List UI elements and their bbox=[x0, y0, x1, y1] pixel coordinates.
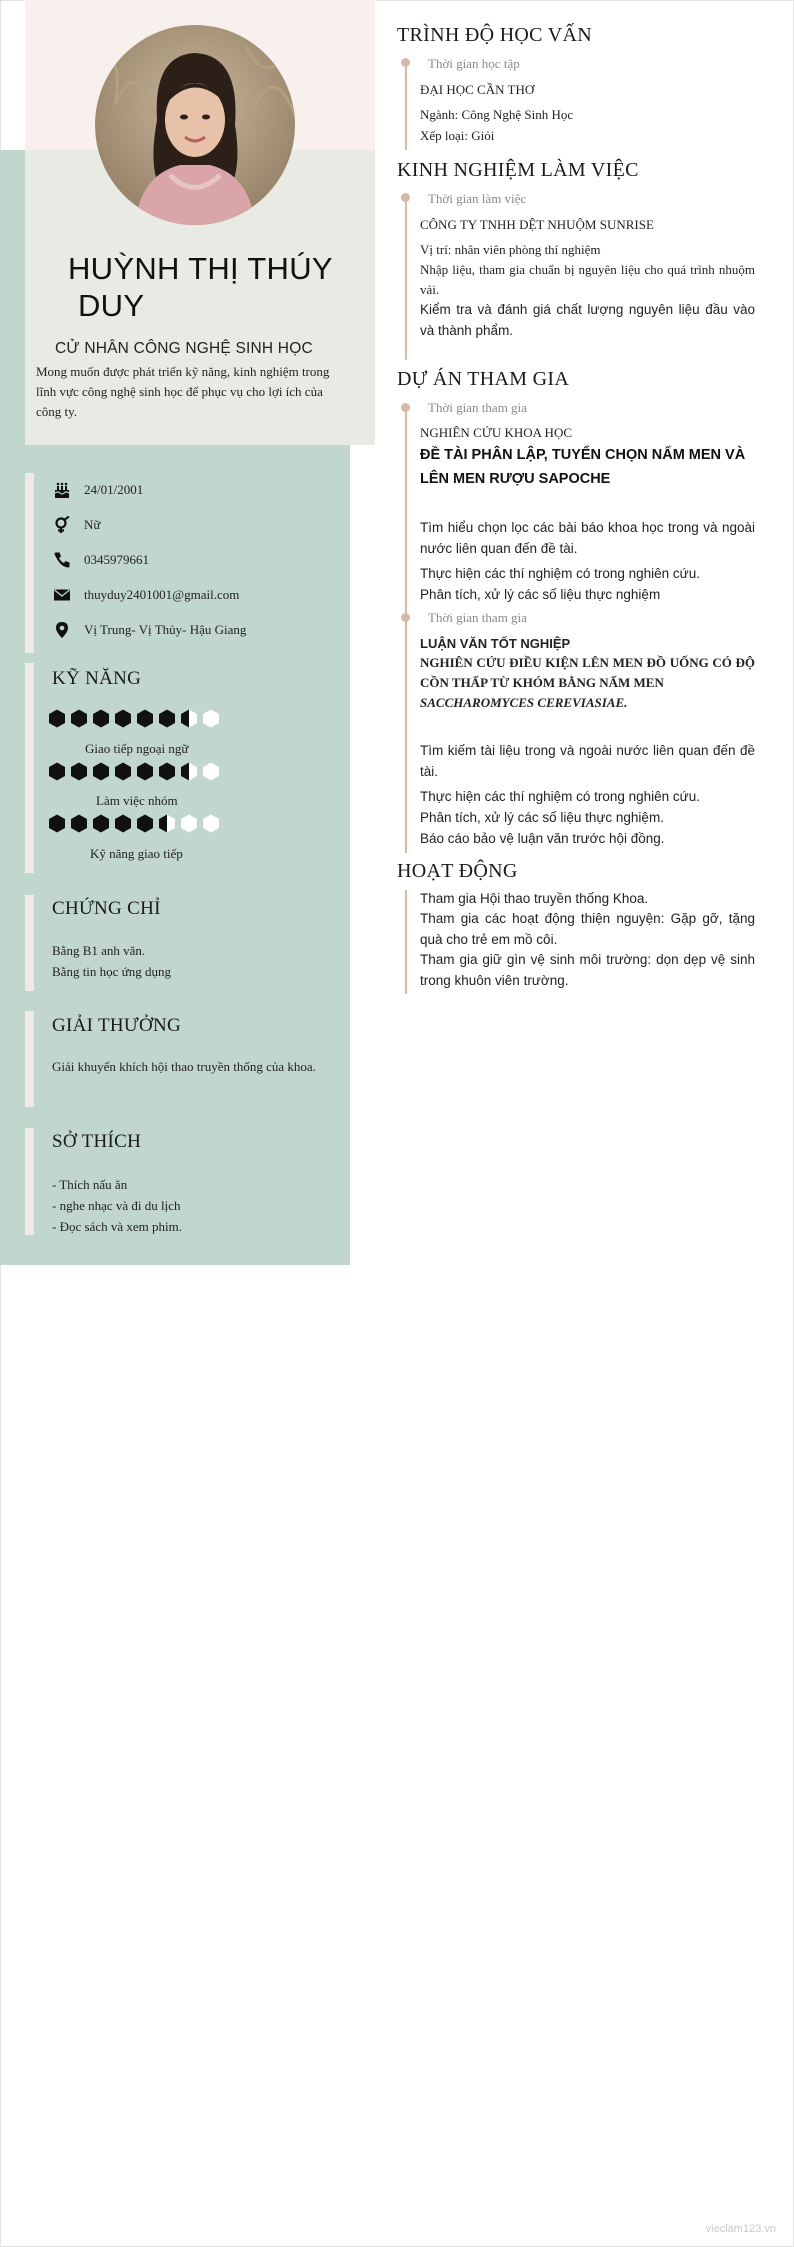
experience-time: Thời gian làm việc bbox=[428, 191, 527, 206]
projects-heading: DỰ ÁN THAM GIA bbox=[397, 368, 570, 390]
certificate-item: Bằng B1 anh văn. bbox=[52, 943, 146, 958]
section-bar bbox=[25, 1128, 34, 1235]
mail-icon bbox=[52, 585, 72, 605]
skill-label: Làm việc nhóm bbox=[96, 793, 178, 808]
activity-item: Tham gia giữ gìn vệ sinh môi trường: dọn dẹp vệ sinh trong khuôn viên trường. bbox=[420, 952, 755, 988]
phone-value[interactable]: 0345979661 bbox=[84, 552, 149, 567]
certificates-heading: CHỨNG CHỈ bbox=[52, 898, 161, 919]
project-time: Thời gian tham gia bbox=[428, 400, 527, 415]
project-title bbox=[420, 653, 755, 713]
timeline-dot bbox=[401, 58, 410, 67]
birthday-row bbox=[52, 480, 143, 500]
skill-hexagon bbox=[92, 709, 110, 728]
timeline-line bbox=[405, 890, 407, 994]
skill-rating bbox=[48, 814, 224, 833]
email-value[interactable]: thuyduy2401001@gmail.com bbox=[84, 587, 240, 602]
full-name bbox=[68, 250, 368, 324]
skill-hexagon bbox=[48, 762, 66, 781]
awards-heading: GIẢI THƯỞNG bbox=[52, 1015, 182, 1036]
project-type: NGHIÊN CỨU KHOA HỌC bbox=[420, 425, 573, 440]
birthday-value: 24/01/2001 bbox=[84, 482, 144, 497]
location-pin-icon bbox=[52, 620, 72, 640]
project-type: LUẬN VĂN TỐT NGHIỆP bbox=[420, 636, 571, 651]
section-bar bbox=[25, 663, 34, 873]
experience-task: Nhập liệu, tham gia chuẩn bị nguyên liệu cho quá trình nhuộm vải. bbox=[420, 262, 755, 297]
gender-value: Nữ bbox=[84, 517, 101, 532]
section-bar bbox=[25, 473, 34, 653]
skill-hexagon bbox=[70, 814, 88, 833]
gender-row bbox=[52, 515, 100, 535]
skill-hexagon bbox=[92, 814, 110, 833]
skill-rating bbox=[48, 762, 224, 781]
skill-hexagon bbox=[92, 762, 110, 781]
project-task: Tìm kiếm tài liệu trong và ngoài nước liên quan đến đề tài. bbox=[420, 743, 755, 779]
company-name: CÔNG TY TNHH DỆT NHUỘM SUNRISE bbox=[420, 217, 654, 232]
skill-label: Kỹ năng giao tiếp bbox=[90, 846, 183, 861]
avatar bbox=[95, 25, 295, 225]
name-line-2: DUY bbox=[78, 288, 145, 323]
hobby-item: - nghe nhạc và đi du lịch bbox=[52, 1198, 181, 1213]
education-time: Thời gian học tập bbox=[428, 56, 520, 71]
project-title-text: NGHIÊN CỨU ĐIỀU KIỆN LÊN MEN ĐỒ UỐNG CÓ ĐỘ CỒN THẤP TỪ KHÓM BẰNG NẤM MEN bbox=[420, 655, 755, 690]
job-title: CỬ NHÂN CÔNG NGHỆ SINH HỌC bbox=[55, 340, 313, 357]
certificate-item: Bằng tin học ứng dụng bbox=[52, 964, 171, 979]
skill-hexagon bbox=[202, 814, 220, 833]
email-row bbox=[52, 585, 239, 605]
cake-icon bbox=[52, 480, 72, 500]
hobbies-heading: SỞ THÍCH bbox=[52, 1131, 142, 1152]
skill-hexagon bbox=[158, 762, 176, 781]
skill-hexagon bbox=[158, 709, 176, 728]
phone-icon bbox=[52, 550, 72, 570]
activity-item: Tham gia Hội thao truyền thống Khoa. bbox=[420, 891, 649, 906]
hobby-item: - Đọc sách và xem phim. bbox=[52, 1219, 182, 1234]
timeline-dot bbox=[401, 403, 410, 412]
skill-hexagon bbox=[48, 709, 66, 728]
skill-hexagon bbox=[48, 814, 66, 833]
project-task: Thực hiện các thí nghiệm có trong nghiên cứu. bbox=[420, 789, 700, 804]
watermark: vieclam123.vn bbox=[705, 2223, 776, 2235]
skills-heading: KỸ NĂNG bbox=[52, 668, 142, 689]
hobby-item: - Thích nấu ăn bbox=[52, 1177, 128, 1192]
certificates-section bbox=[25, 895, 345, 991]
skill-hexagon bbox=[136, 709, 154, 728]
hobbies-section bbox=[25, 1128, 345, 1235]
skill-hexagon bbox=[70, 709, 88, 728]
skill-hexagon bbox=[180, 709, 198, 728]
school-name: ĐẠI HỌC CẦN THƠ bbox=[420, 82, 535, 97]
skill-hexagon bbox=[70, 762, 88, 781]
contact-section bbox=[25, 473, 345, 653]
timeline-dot bbox=[401, 193, 410, 202]
skill-hexagon bbox=[202, 709, 220, 728]
timeline-line bbox=[405, 405, 407, 853]
skill-hexagon bbox=[158, 814, 176, 833]
skill-hexagon bbox=[136, 762, 154, 781]
project-task: Phân tích, xử lý các số liệu thực nghiệm bbox=[420, 587, 661, 602]
awards-section bbox=[25, 1011, 345, 1107]
skill-label: Giao tiếp ngoại ngữ bbox=[85, 741, 189, 756]
skill-hexagon bbox=[180, 762, 198, 781]
skill-hexagon bbox=[114, 814, 132, 833]
project-task: Tìm hiểu chọn lọc các bài báo khoa học trong và ngoài nước liên quan đến đề tài. bbox=[420, 520, 755, 556]
project-task: Thực hiện các thí nghiệm có trong nghiên cứu. bbox=[420, 566, 700, 581]
gender-icon bbox=[52, 515, 72, 535]
experience-heading: KINH NGHIỆM LÀM VIỆC bbox=[397, 159, 639, 181]
activities-heading: HOẠT ĐỘNG bbox=[397, 860, 518, 882]
section-bar bbox=[25, 895, 34, 991]
project-task: Phân tích, xử lý các số liệu thực nghiệm. bbox=[420, 810, 664, 825]
timeline-line bbox=[405, 60, 407, 150]
experience-task: Kiểm tra và đánh giá chất lượng nguyên liệu đầu vào và thành phẩm. bbox=[420, 302, 755, 338]
timeline-line bbox=[405, 195, 407, 360]
project-title-species: SACCHAROMYCES CEREVIASIAE. bbox=[420, 695, 628, 710]
education-major: Ngành: Công Nghệ Sinh Học bbox=[420, 107, 574, 122]
skill-hexagon bbox=[136, 814, 154, 833]
timeline-dot bbox=[401, 613, 410, 622]
project-time: Thời gian tham gia bbox=[428, 610, 527, 625]
activity-item: Tham gia các hoạt động thiện nguyện: Gặp gỡ, tặng quà cho trẻ em mồ côi. bbox=[420, 911, 755, 947]
project-task: Báo cáo bảo vệ luận văn trước hội đồng. bbox=[420, 831, 665, 846]
address-row bbox=[52, 620, 246, 640]
project-title: ĐỀ TÀI PHÂN LẬP, TUYỂN CHỌN NẤM MEN VÀ LÊN MEN RƯỢU SAPOCHE bbox=[420, 447, 746, 487]
skill-rating bbox=[48, 709, 224, 728]
name-line-1: HUỲNH THỊ THÚY bbox=[68, 251, 333, 286]
phone-row bbox=[52, 550, 149, 570]
section-bar bbox=[25, 1011, 34, 1107]
award-item: Giải khuyến khích hội thao truyền thống của khoa. bbox=[52, 1059, 316, 1074]
education-heading: TRÌNH ĐỘ HỌC VẤN bbox=[397, 24, 592, 46]
skill-hexagon bbox=[180, 814, 198, 833]
skill-hexagon bbox=[114, 762, 132, 781]
skill-hexagon bbox=[202, 762, 220, 781]
education-rank: Xếp loại: Giỏi bbox=[420, 128, 495, 143]
position: Vị trí: nhân viên phòng thí nghiệm bbox=[420, 242, 601, 257]
address-value: Vị Trung- Vị Thủy- Hậu Giang bbox=[84, 622, 247, 637]
career-objective: Mong muốn được phát triển kỹ năng, kinh nghiệm trong lĩnh vực công nghệ sinh học để phục vụ cho lợi ích của công ty. bbox=[36, 364, 330, 419]
skill-hexagon bbox=[114, 709, 132, 728]
